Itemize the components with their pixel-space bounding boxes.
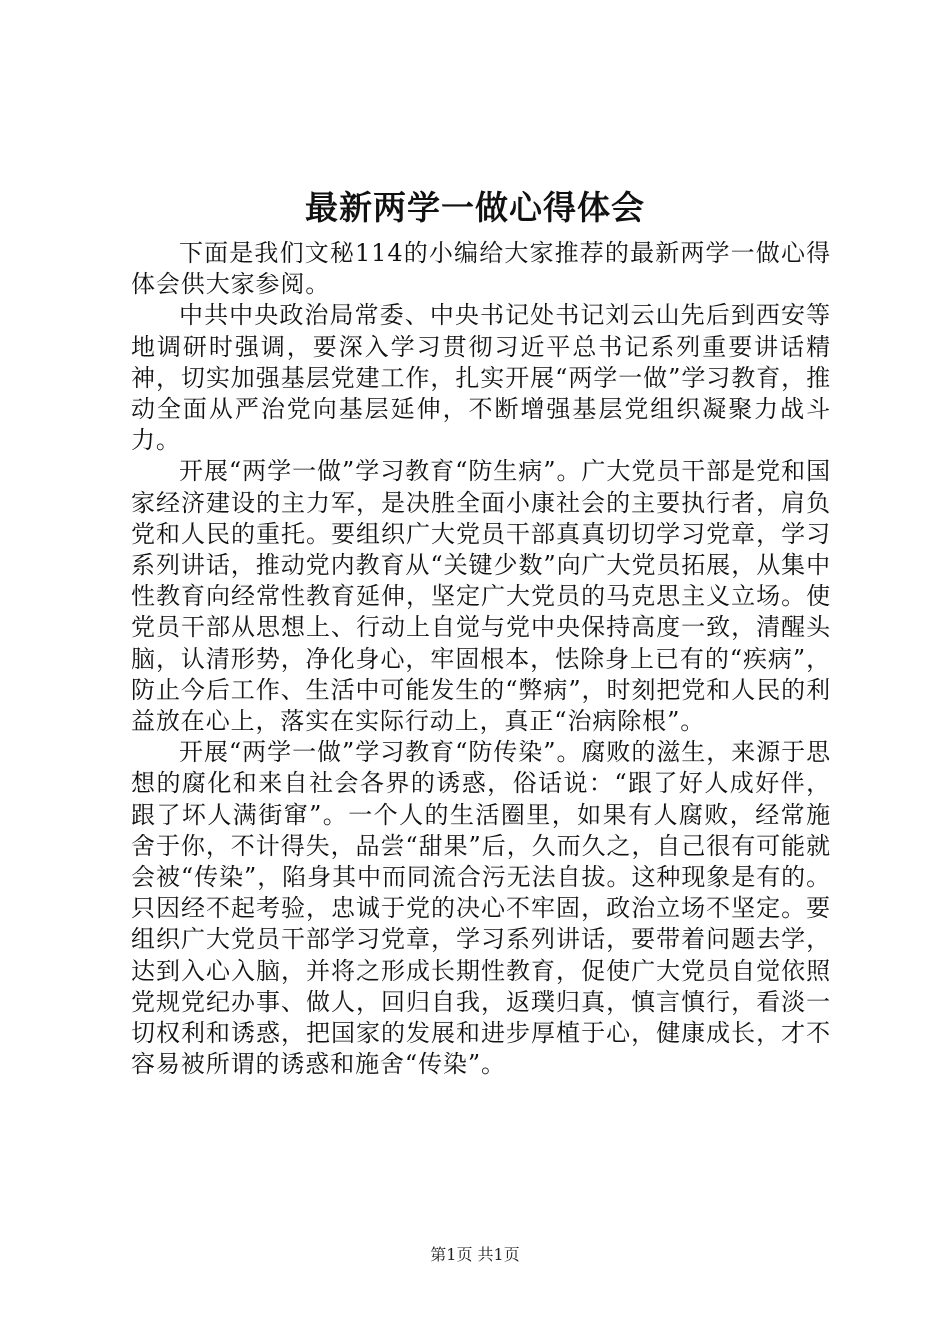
document-title: 最新两学一做心得体会 [305,188,645,227]
paragraph-prevent-illness: 开展“两学一做”学习教育“防生病”。广大党员干部是党和国家经济建设的主力军，是决胜全面小康社会的主要执行者，肩负党和人民的重托。要组织广大党员干部真真切切学习党章，学习系列讲话，推动党内教育从“关键少数”向广大党员拓展，从集中性教育向经常性教育延伸，坚定广大党员的马克思主义立场。使党员干部从思想上、行动上自觉与党中央保持高度一致，清醒头脑，认清形势，净化身心，牢固根本，怯除身上已有的“疾病”，防止今后工作、生活中可能发生的“弊病”，时刻把党和人民的利益放在心上，落实在实际行动上，真正“治病除根”。 [131,457,831,736]
page-footer: 第1页 共1页 [430,1245,520,1264]
paragraph-background: 中共中央政治局常委、中央书记处书记刘云山先后到西安等地调研时强调，要深入学习贯彻习近平总书记系列重要讲话精神，切实加强基层党建工作，扎实开展“两学一做”学习教育，推动全面从严治党向基层延伸，不断增强基层党组织凝聚力战斗力。 [131,301,831,455]
paragraph-prevent-infection: 开展“两学一做”学习教育“防传染”。腐败的滋生，来源于思想的腐化和来自社会各界的诱惑，俗话说：“跟了好人成好伴，跟了坏人满街窜”。一个人的生活圈里，如果有人腐败，经常施舍于你，不计得失，品尝“甜果”后，久而久之，自己很有可能就会被“传染”，陷身其中而同流合污无法自拔。这种现象是有的。只因经不起考验，忠诚于党的决心不牢固，政治立场不坚定。要组织广大党员干部学习党章，学习系列讲话，要带着问题去学，达到入心入脑，并将之形成长期性教育，促使广大党员自觉依照党规党纪办事、做人，回归自我，返璞归真，慎言慎行，看淡一切权利和诱惑，把国家的发展和进步厚植于心，健康成长，才不容易被所谓的诱惑和施舍“传染”。 [131,738,831,1079]
document-body [131,238,831,1080]
paragraph-intro: 下面是我们文秘114的小编给大家推荐的最新两学一做心得体会供大家参阅。 [131,239,831,299]
